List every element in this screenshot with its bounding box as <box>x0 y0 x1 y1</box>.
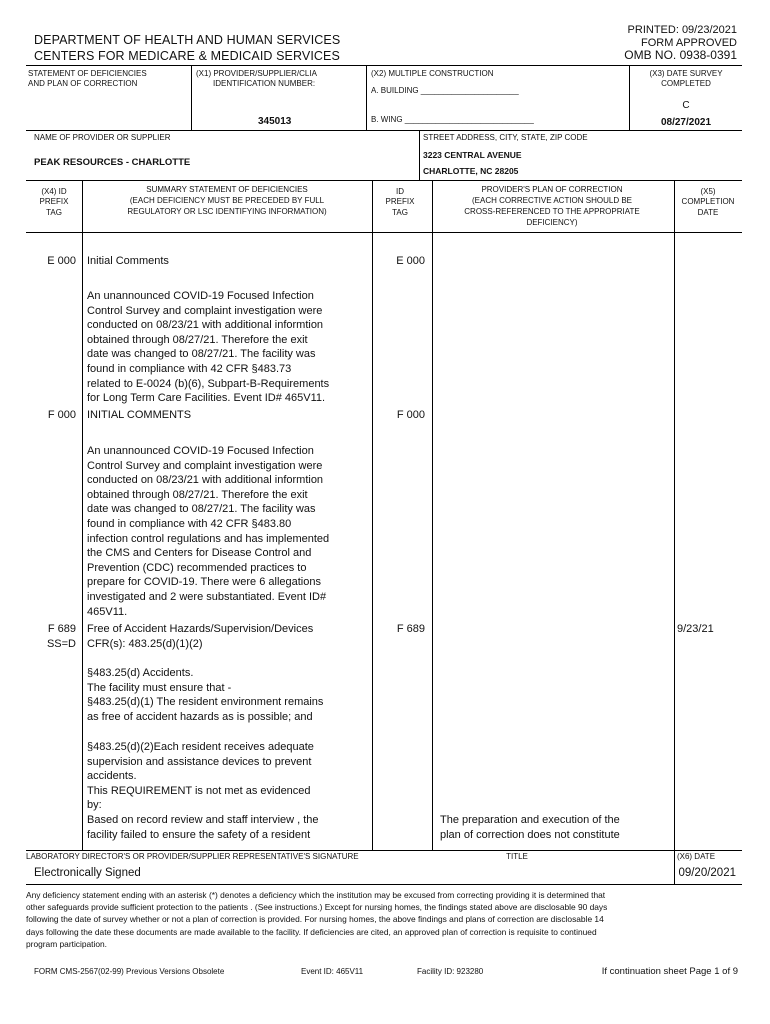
event-id: Event ID: 465V11 <box>301 967 364 976</box>
form-approved: FORM APPROVED <box>641 37 737 49</box>
plan-label: PROVIDER'S PLAN OF CORRECTION <box>481 185 623 194</box>
f000-body: An unannounced COVID-19 Focused Infection Control Survey and complaint investigation were conducted on 08/23/21 with additional informtion obtained through 08/27/21. Therefore the exit date was changed to 08/27/21. The facility was found in compliance with 42 CFR §483.80 infection control regulations and has implemented the CMS and Centers for Disease Control and Prevention (CDC) recommended practices to prepare for COVID-19. There were 6 allegations investigated and 2 were substantiated. Event ID# 465V11. <box>87 445 330 618</box>
x3-label: (X3) DATE SURVEY <box>649 69 723 78</box>
omb-number: OMB NO. 0938-0391 <box>624 48 737 62</box>
x4-label-3: TAG <box>46 208 62 217</box>
x4-label-2: PREFIX <box>39 197 69 206</box>
x5-label-2: COMPLETION <box>681 197 735 206</box>
survey-completed-date: 08/27/2021 <box>660 117 712 128</box>
summary-label: SUMMARY STATEMENT OF DEFICIENCIES <box>146 185 308 194</box>
e000-id-tag: E 000 <box>396 255 425 267</box>
form-number: FORM CMS-2567(02-99) Previous Versions Obsolete <box>34 967 225 976</box>
e000-title: Initial Comments <box>87 255 169 267</box>
f689-body-accidents: §483.25(d) Accidents. The facility must ensure that - §483.25(d)(1) The resident environment remains as free of accident hazards as is possible; and <box>87 667 324 723</box>
x3-label-2: COMPLETED <box>661 79 711 88</box>
provider-city: CHARLOTTE, NC 28205 <box>423 166 519 176</box>
f689-plan-of-correction: The preparation and execution of the plan of correction does not constitute <box>440 814 620 841</box>
provider-id-number: 345013 <box>258 116 292 127</box>
id-label-3: TAG <box>392 208 408 217</box>
x2-wing: B. WING _____________________________ <box>371 115 534 124</box>
facility-id: Facility ID: 923280 <box>417 967 484 976</box>
f689-title: Free of Accident Hazards/Supervision/Devices CFR(s): 483.25(d)(1)(2) <box>87 623 314 650</box>
summary-label-2: (EACH DEFICIENCY MUST BE PRECEDED BY FULL <box>129 196 325 205</box>
page-indicator: If continuation sheet Page 1 of 9 <box>601 966 738 977</box>
signature-date-label: (X6) DATE <box>676 852 716 861</box>
signature-label: LABORATORY DIRECTOR'S OR PROVIDER/SUPPLIER REPRESENTATIVE'S SIGNATURE <box>26 852 359 861</box>
address-label: STREET ADDRESS, CITY, STATE, ZIP CODE <box>423 133 588 142</box>
statement-label: STATEMENT OF DEFICIENCIES <box>28 69 147 78</box>
statement-label-2: AND PLAN OF CORRECTION <box>28 79 138 88</box>
x5-label-3: DATE <box>697 208 719 217</box>
disclaimer-text: Any deficiency statement ending with an asterisk (*) denotes a deficiency which the institution may be excused from correcting providing it is determined that other safeguards provide sufficient protection to the patients . (See instructions.) Except for nursing homes, the findings stated above are disclosable 90 days following the date of survey whether or not a plan of correction is provided. For nursing homes, the above findings and plans of correction are disclosable 14 days following the date these documents are made available to the facility. If deficiencies are cited, an approved plan of correction is requisite to continued program participation. <box>26 890 608 949</box>
f689-completion-date: 9/23/21 <box>677 623 714 635</box>
x1-label-2: IDENTIFICATION NUMBER: <box>213 79 316 88</box>
e000-tag: E 000 <box>47 255 76 267</box>
title-label: TITLE <box>506 852 528 861</box>
x1-label: (X1) PROVIDER/SUPPLIER/CLIA <box>196 69 317 78</box>
id-label: ID <box>396 187 404 196</box>
x4-label: (X4) ID <box>41 187 67 196</box>
id-label-2: PREFIX <box>385 197 415 206</box>
summary-label-3: REGULATORY OR LSC IDENTIFYING INFORMATION) <box>127 207 327 216</box>
provider-name-label: NAME OF PROVIDER OR SUPPLIER <box>34 133 171 142</box>
plan-label-2: (EACH CORRECTIVE ACTION SHOULD BE <box>471 196 633 205</box>
f689-id-tag: F 689 <box>396 623 425 635</box>
printed-date: PRINTED: 09/23/2021 <box>627 24 737 36</box>
signature-value: Electronically Signed <box>34 867 141 879</box>
f689-scope-severity: SS=D <box>46 638 76 650</box>
f000-tag: F 000 <box>47 409 76 421</box>
plan-label-4: DEFICIENCY) <box>526 218 578 227</box>
provider-name: PEAK RESOURCES - CHARLOTTE <box>34 157 191 168</box>
centers-title: CENTERS FOR MEDICARE & MEDICAID SERVICES <box>34 49 340 63</box>
department-title: DEPARTMENT OF HEALTH AND HUMAN SERVICES <box>34 33 341 47</box>
f000-id-tag: F 000 <box>396 409 425 421</box>
x3-code: C <box>682 100 690 111</box>
provider-street: 3223 CENTRAL AVENUE <box>423 150 522 160</box>
e000-body: An unannounced COVID-19 Focused Infection Control Survey and complaint investigation were conducted on 08/23/21 with additional informtion obtained through 08/27/21. Therefore the exit date was changed to 08/27/21. The facility was found in compliance with 42 CFR §483.73 related to E-0024 (b)(6), Subpart-B-Requirements for Long Term Care Facilities. Event ID# 465V11. <box>87 290 330 405</box>
x2-label: (X2) MULTIPLE CONSTRUCTION <box>371 69 494 78</box>
f000-title: INITIAL COMMENTS <box>87 409 192 421</box>
signature-date: 09/20/2021 <box>678 867 736 879</box>
plan-label-3: CROSS-REFERENCED TO THE APPROPRIATE <box>464 207 640 216</box>
x2-building: A. BUILDING ______________________ <box>371 86 519 95</box>
f689-tag: F 689 <box>47 623 76 635</box>
x5-label: (X5) <box>700 187 716 196</box>
f689-body-supervision: §483.25(d)(2)Each resident receives adequate supervision and assistance devices to prevent accidents. This REQUIREMENT is not met as evidenced by: Based on record review and staff interview , the facility failed to ensure the safety of a resident <box>87 741 319 841</box>
